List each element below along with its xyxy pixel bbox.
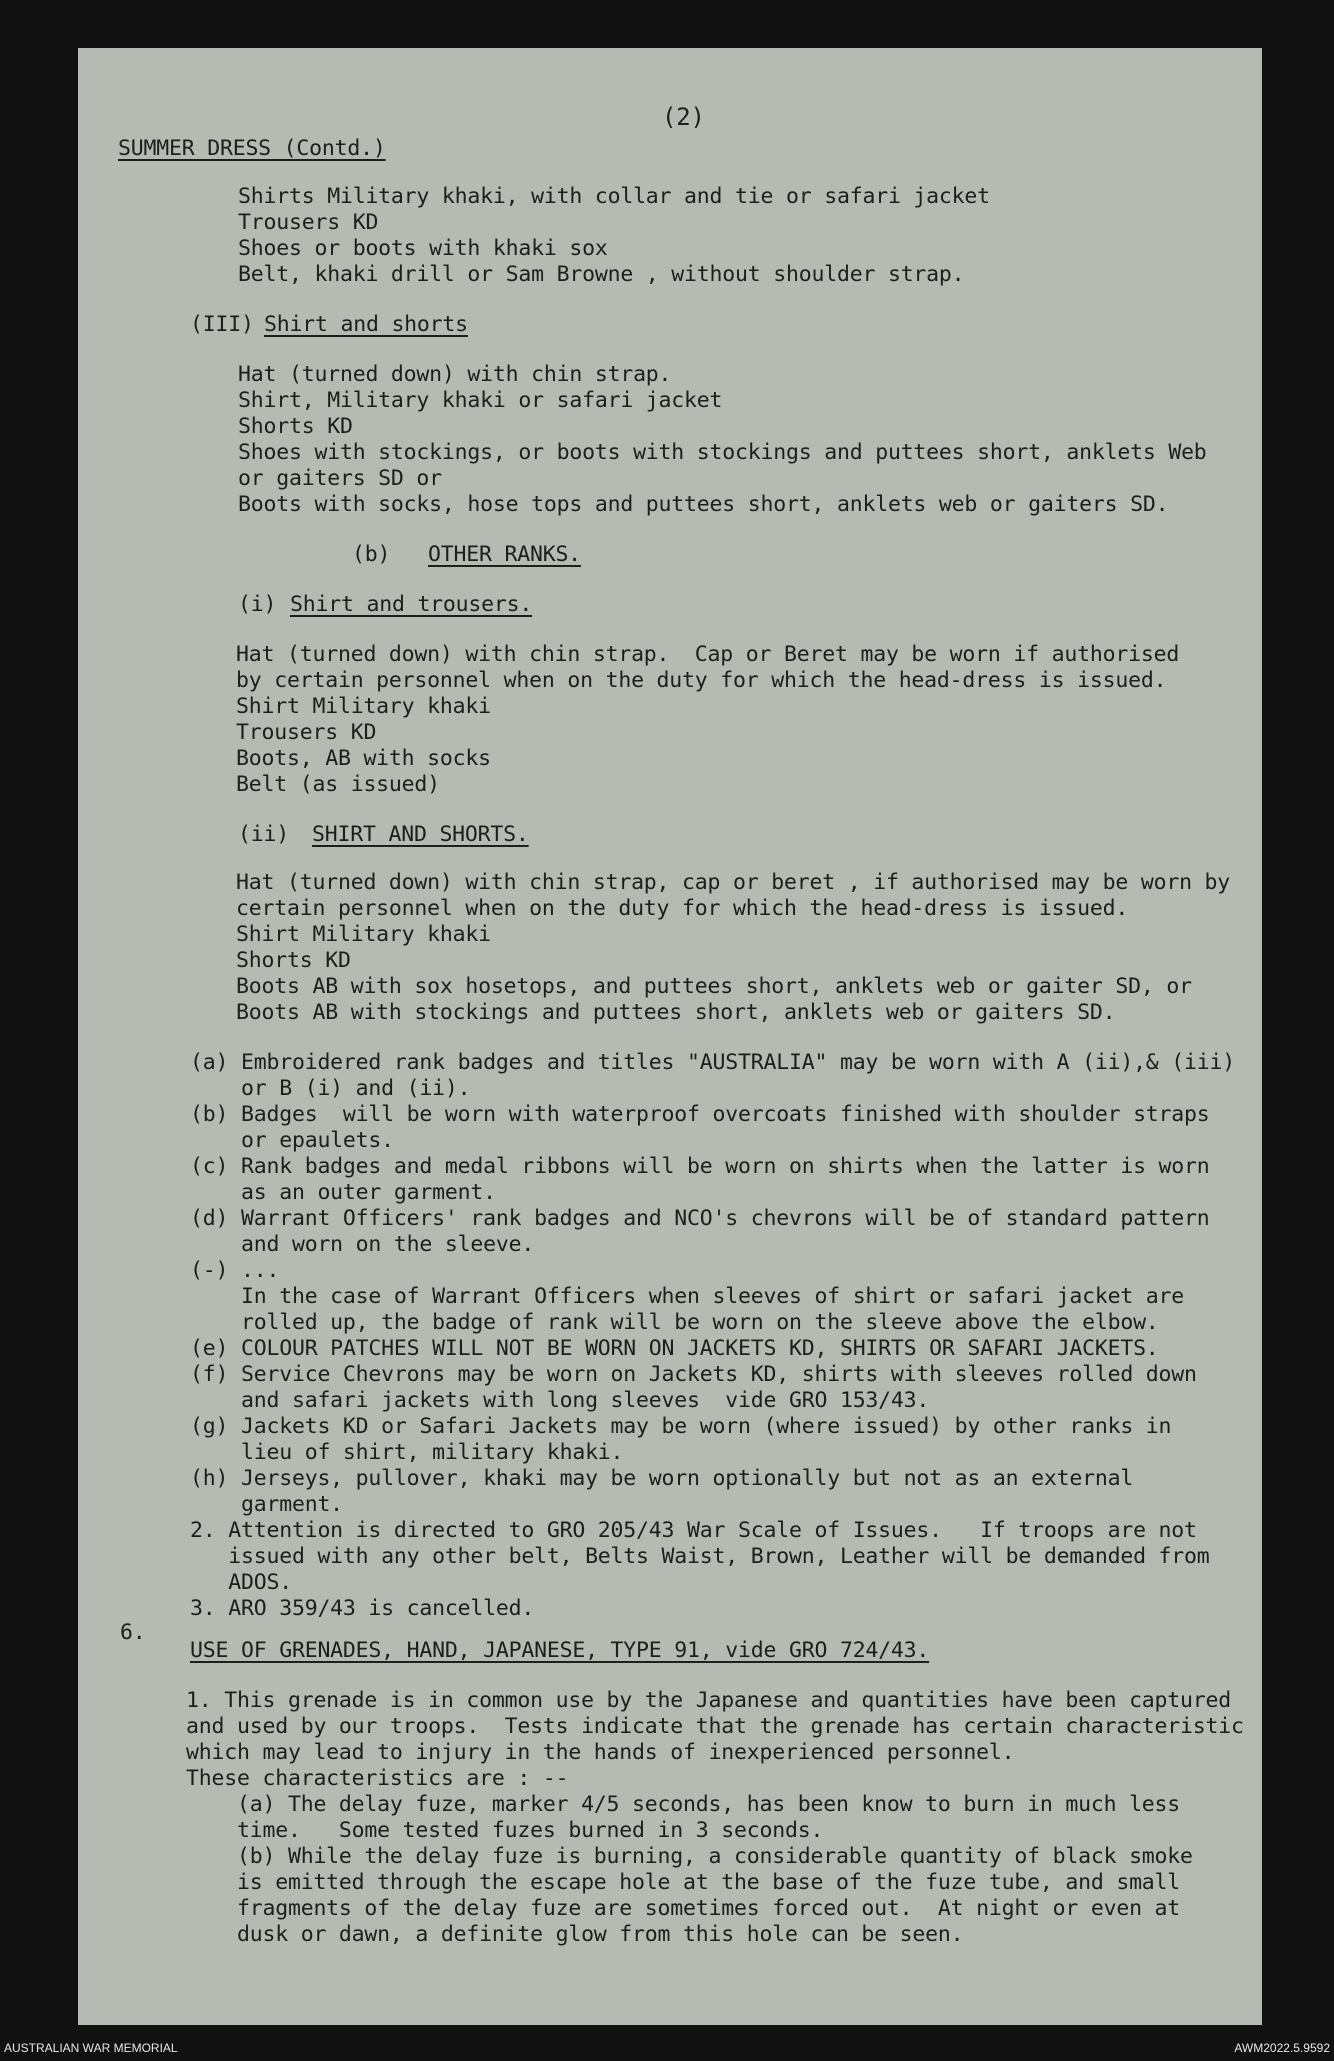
note-line: garment.	[190, 1492, 343, 1517]
section-i-title: Shirt and trousers.	[290, 592, 533, 617]
note-line: lieu of shirt, military khaki.	[190, 1440, 624, 1465]
list-item: Trousers KD	[238, 210, 379, 235]
note-line: (h) Jerseys, pullover, khaki may be worn optionally but not as an external	[190, 1466, 1134, 1491]
section-iii-marker: (III)	[190, 312, 254, 337]
body-line: 1. This grenade is in common use by the Japanese and quantities have been captured	[186, 1688, 1232, 1713]
note-line: (g) Jackets KD or Safari Jackets may be worn (where issued) by other ranks in	[190, 1414, 1172, 1439]
body-line: These characteristics are : --	[186, 1766, 569, 1791]
list-item: Boots AB with sox hosetops, and puttees short, anklets web or gaiter SD, or	[236, 974, 1192, 999]
list-item: by certain personnel when on the duty for which the head-dress is issued.	[236, 668, 1167, 693]
body-line: time. Some tested fuzes burned in 3 seconds.	[186, 1818, 824, 1843]
list-item: Hat (turned down) with chin strap. Cap or Beret may be worn if authorised	[236, 642, 1180, 667]
document-page	[78, 48, 1262, 2025]
body-line: which may lead to injury in the hands of inexperienced personnel.	[186, 1740, 1015, 1765]
body-line: (b) While the delay fuze is burning, a considerable quantity of black smoke	[186, 1844, 1193, 1869]
list-item: Shirt, Military khaki or safari jacket	[238, 388, 723, 413]
body-line: is emitted through the escape hole at the base of the fuze tube, and small	[186, 1870, 1181, 1895]
note-line: as an outer garment.	[190, 1180, 496, 1205]
note-line: (d) Warrant Officers' rank badges and NCO's chevrons will be of standard pattern	[190, 1206, 1210, 1231]
list-item: Boots, AB with socks	[236, 746, 491, 771]
page-number: (2)	[662, 103, 705, 131]
numbered-line: 2. Attention is directed to GRO 205/43 War Scale of Issues. If troops are not	[190, 1518, 1197, 1543]
list-item: Hat (turned down) with chin strap, cap or beret , if authorised may be worn by	[236, 870, 1231, 895]
note-line: or epaulets.	[190, 1128, 394, 1153]
footer-left: AUSTRALIAN WAR MEMORIAL	[4, 2041, 178, 2055]
body-line: and used by our troops. Tests indicate that the grenade has certain characteristic	[186, 1714, 1244, 1739]
section-i-marker: (i)	[238, 592, 277, 617]
note-line: (-) ...	[190, 1258, 280, 1283]
list-item: Hat (turned down) with chin strap.	[238, 362, 672, 387]
note-line: (f) Service Chevrons may be worn on Jackets KD, shirts with sleeves rolled down	[190, 1362, 1197, 1387]
note-line: or B (i) and (ii).	[190, 1076, 471, 1101]
section-b-marker: (b)	[352, 542, 391, 567]
list-item: Belt, khaki drill or Sam Browne , without shoulder strap.	[238, 262, 965, 287]
list-item: certain personnel when on the duty for which the head-dress is issued.	[236, 896, 1129, 921]
section-ii-marker: (ii)	[238, 822, 289, 847]
section-heading: SUMMER DRESS (Contd.)	[118, 136, 386, 161]
list-item: Shoes or boots with khaki sox	[238, 236, 608, 261]
list-item: Trousers KD	[236, 720, 377, 745]
section-iii-title: Shirt and shorts	[264, 312, 468, 337]
section-b-title: OTHER RANKS.	[428, 542, 581, 567]
note-line: rolled up, the badge of rank will be worn on the sleeve above the elbow.	[190, 1310, 1159, 1335]
list-item: or gaiters SD or	[238, 466, 442, 491]
footer-right: AWM2022.5.9592	[1234, 2041, 1330, 2055]
numbered-line: 3. ARO 359/43 is cancelled.	[190, 1596, 535, 1621]
note-line: (b) Badges will be worn with waterproof overcoats finished with shoulder straps	[190, 1102, 1210, 1127]
note-line: (a) Embroidered rank badges and titles "AUSTRALIA" may be worn with A (ii),& (iii)	[190, 1050, 1236, 1075]
section6-title: USE OF GRENADES, HAND, JAPANESE, TYPE 91, vide GRO 724/43.	[190, 1638, 930, 1663]
body-line: (a) The delay fuze, marker 4/5 seconds, has been know to burn in much less	[186, 1792, 1181, 1817]
note-line: In the case of Warrant Officers when sleeves of shirt or safari jacket are	[190, 1284, 1185, 1309]
list-item: Shirts Military khaki, with collar and tie or safari jacket	[238, 184, 990, 209]
note-line: (e) COLOUR PATCHES WILL NOT BE WORN ON JACKETS KD, SHIRTS OR SAFARI JACKETS.	[190, 1336, 1159, 1361]
body-line: dusk or dawn, a definite glow from this hole can be seen.	[186, 1922, 964, 1947]
numbered-line: issued with any other belt, Belts Waist, Brown, Leather will be demanded from	[190, 1544, 1210, 1569]
list-item: Shirt Military khaki	[236, 922, 491, 947]
list-item: Belt (as issued)	[236, 772, 440, 797]
note-line: and worn on the sleeve.	[190, 1232, 535, 1257]
section-ii-title: SHIRT AND SHORTS.	[312, 822, 529, 847]
numbered-line: ADOS.	[190, 1570, 292, 1595]
list-item: Boots AB with stockings and puttees short, anklets web or gaiters SD.	[236, 1000, 1116, 1025]
list-item: Shoes with stockings, or boots with stockings and puttees short, anklets Web	[238, 440, 1207, 465]
note-line: (c) Rank badges and medal ribbons will be worn on shirts when the latter is worn	[190, 1154, 1210, 1179]
note-line: and safari jackets with long sleeves vide GRO 153/43.	[190, 1388, 930, 1413]
section6-number: 6.	[120, 1620, 146, 1645]
list-item: Shirt Military khaki	[236, 694, 491, 719]
list-item: Boots with socks, hose tops and puttees short, anklets web or gaiters SD.	[238, 492, 1169, 517]
list-item: Shorts KD	[236, 948, 351, 973]
body-line: fragments of the delay fuze are sometimes forced out. At night or even at	[186, 1896, 1181, 1921]
list-item: Shorts KD	[238, 414, 353, 439]
